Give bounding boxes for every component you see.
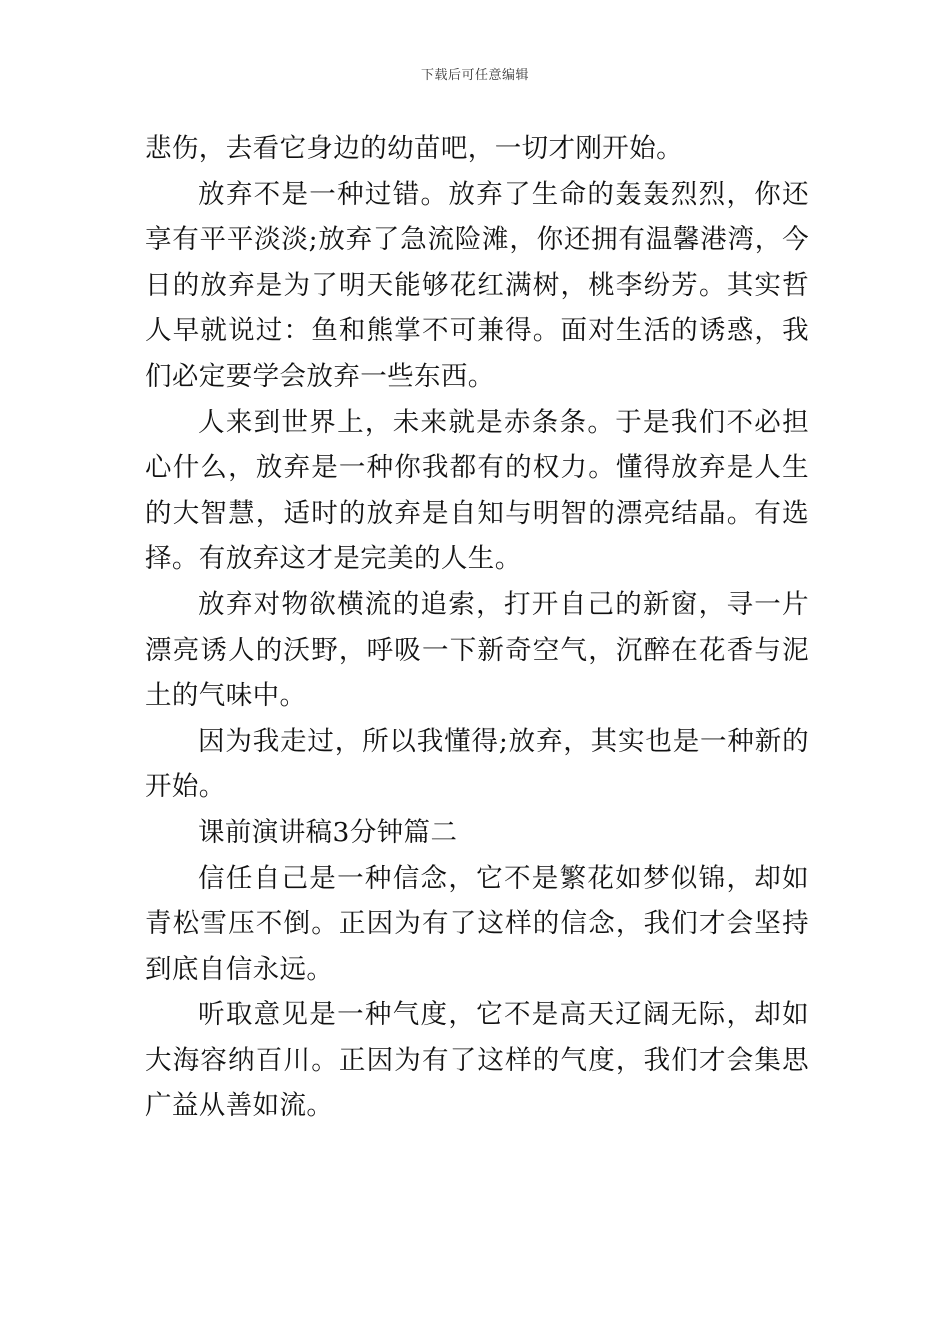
paragraph: 放弃不是一种过错。放弃了生命的轰轰烈烈，你还享有平平淡淡;放弃了急流险滩，你还拥有温馨港湾，今日的放弃是为了明天能够花红满树，桃李纷芳。其实哲人早就说过：鱼和熊掌不可兼得。面对生活的诱惑，我们必定要学会放弃一些东西。: [145, 178, 809, 392]
paragraph: 信任自己是一种信念，它不是繁花如梦似锦，却如青松雪压不倒。正因为有了这样的信念，我们才会坚持到底自信永远。: [145, 862, 809, 985]
paragraph: 人来到世界上，未来就是赤条条。于是我们不必担心什么，放弃是一种你我都有的权力。懂得放弃是人生的大智慧，适时的放弃是自知与明智的漂亮结晶。有选择。有放弃这才是完美的人生。: [145, 406, 809, 575]
paragraph: 听取意见是一种气度，它不是高天辽阔无际，却如大海容纳百川。正因为有了这样的气度，我们才会集思广益从善如流。: [145, 999, 809, 1122]
paragraph-continuation: 悲伤，去看它身边的幼苗吧，一切才刚开始。: [145, 133, 683, 164]
document-body: [145, 126, 809, 1129]
page-header: 下载后可任意编辑: [420, 68, 529, 83]
paragraph: 放弃对物欲横流的追索，打开自己的新窗，寻一片漂亮诱人的沃野，呼吸一下新奇空气，沉醉在花香与泥土的气味中。: [145, 588, 809, 712]
paragraph: 因为我走过，所以我懂得;放弃，其实也是一种新的开始。: [145, 725, 809, 803]
section-heading: 课前演讲稿3分钟篇二: [198, 816, 458, 848]
